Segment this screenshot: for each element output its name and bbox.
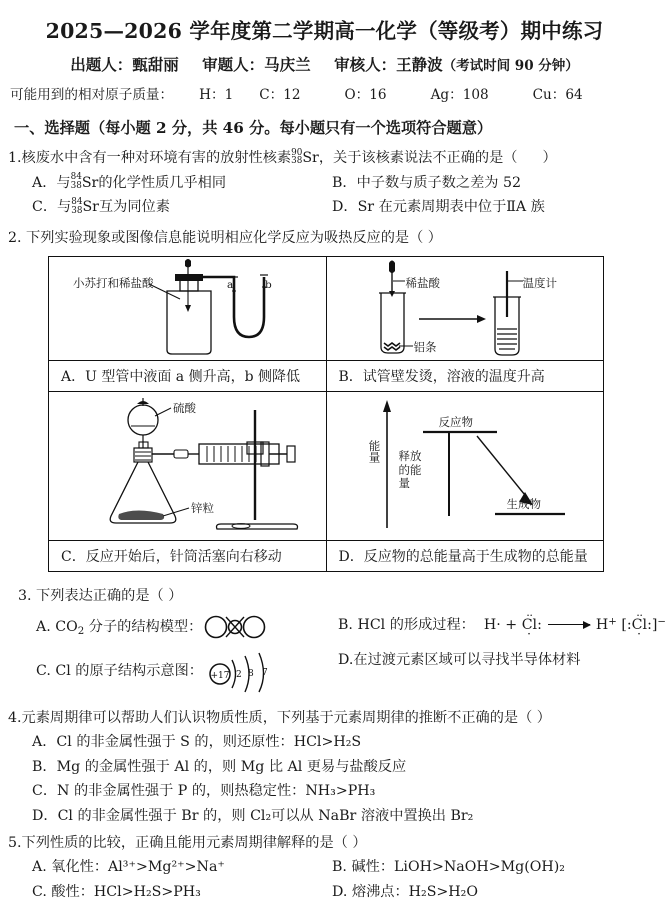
q1-a-atomic-number: 38: [70, 180, 82, 191]
q5-option-c[interactable]: C. 酸性：HCl>H₂S>PH₃: [32, 883, 201, 900]
isotope-symbol: Sr: [302, 150, 319, 166]
label-sulfuric-acid: 硫酸: [173, 401, 196, 416]
table-row-figures-cd: [49, 392, 604, 541]
label-released-energy: 释放的能量: [398, 449, 422, 490]
label-products: 生成物: [506, 497, 541, 512]
table-row-captions-cd: [49, 541, 604, 572]
reaction-arrow-icon: [548, 624, 590, 625]
svg-text:8: 8: [247, 668, 254, 679]
q2-figure-cell-c: [49, 392, 327, 541]
q5-option-b[interactable]: B. 碱性：LiOH>NaOH>Mg(OH)₂: [332, 859, 565, 876]
q1-c-symbol: Sr: [82, 199, 99, 216]
question-2-stem: 2. 下列实验现象或图像信息能说明相应化学反应为吸热反应的是（ ）: [8, 229, 442, 246]
q3-a-post: 分子的结构模型：: [84, 618, 203, 635]
q5-option-a[interactable]: A. 氧化性：Al³⁺>Mg²⁺>Na⁺: [32, 859, 225, 876]
question-1-stem: [8, 148, 649, 169]
q1-option-c-pre: C．与: [32, 199, 72, 216]
q3-b-plus-sign: +: [505, 616, 518, 633]
svg-text:2: 2: [235, 669, 242, 680]
q2-option-c[interactable]: C．反应开始后，针筒活塞向右移动: [49, 541, 327, 572]
co2-structure-model-icon: [204, 615, 266, 639]
q1-option-c-post: 互为同位素: [98, 199, 170, 216]
mass-o: O：16: [344, 87, 387, 103]
q4-option-d[interactable]: D．Cl 的非金属性强于 Br 的，则 Cl₂可以从 NaBr 溶液中置换出 Br₂: [32, 808, 474, 825]
question-1: [0, 148, 649, 218]
isotope-notation-sr90: [291, 149, 302, 167]
question-3-options-row-2: [8, 650, 649, 692]
experiment-options-table: [48, 256, 604, 572]
checker-label: 审核人：: [334, 55, 397, 74]
author-label: 出题人：: [70, 55, 133, 74]
question-3-stem: 3. 下列表达正确的是（ ）: [18, 588, 183, 605]
exam-duration: （考试时间 90 分钟）: [442, 58, 579, 74]
q2-figure-cell-d: [326, 392, 604, 541]
q3-b-hydrogen-dot: H·: [483, 616, 501, 633]
svg-text:7: 7: [261, 667, 268, 678]
exam-page: [0, 14, 666, 900]
mass-c: C：12: [259, 87, 301, 103]
label-side-a: a: [227, 279, 234, 292]
q3-c-text: C. Cl 的原子结构示意图：: [36, 662, 203, 679]
q3-b-cl-symbol-2: Cl: [631, 616, 648, 633]
q1-a-symbol: Sr: [81, 174, 99, 191]
co2-model-svg: [204, 615, 266, 639]
energy-level-diagram-figure: [327, 392, 604, 540]
q1-stem-close-paren: ）: [542, 150, 557, 166]
question-4-stem: 4.元素周期律可以帮助人们认识物质性质，下列基于元素周期律的推断不正确的是（ ）: [8, 709, 551, 726]
question-1-options-row-2: [8, 197, 649, 218]
label-zinc-granules: 锌粒: [191, 501, 214, 516]
byline: [0, 53, 649, 75]
question-4: [0, 708, 649, 827]
svg-text:+17: +17: [210, 670, 230, 681]
q3-a-subscript: 2: [77, 625, 85, 637]
q3-b-h-charge: +: [608, 616, 617, 628]
q3-b-cl-symbol: Cl: [521, 616, 538, 633]
mass-ag: Ag：108: [430, 87, 489, 103]
q3-b-bracket-left: [:: [621, 616, 632, 633]
question-3-options-row-1: [8, 615, 666, 640]
u-tube-apparatus-figure: [49, 257, 326, 360]
label-aluminium-strip: 铝条: [413, 340, 437, 355]
isotope-notation-sr84-a: [71, 173, 82, 191]
checker-name: 王静波: [396, 55, 443, 74]
label-dilute-hcl: 稀盐酸: [405, 276, 440, 291]
q1-stem-part-a: 1.核废水中含有一种对环境有害的放射性核素: [8, 150, 292, 166]
reviewer-label: 审题人：: [202, 55, 265, 74]
isotope-notation-sr84-c: [71, 198, 82, 216]
question-1-options-row-1: [8, 173, 649, 194]
q1-option-c[interactable]: [32, 197, 332, 218]
u-tube-apparatus-svg: [49, 257, 327, 360]
question-5-options-row-1: [8, 857, 649, 878]
q2-option-a[interactable]: A．U 型管中液面 a 侧升高，b 侧降低: [49, 361, 327, 392]
question-3: [0, 586, 666, 691]
masses-label: 可能用到的相对原子质量：: [10, 87, 174, 103]
question-5-stem: 5.下列性质的比较，正确且能用元素周期律解释的是（ ）: [8, 834, 367, 851]
reviewer-name: 马庆兰: [264, 55, 311, 74]
question-2: [0, 228, 649, 249]
q4-option-b[interactable]: B．Mg 的金属性强于 Al 的，则 Mg 比 Al 更易与盐酸反应: [32, 758, 407, 775]
isotope-mass-number: 90: [291, 147, 303, 158]
q2-option-b[interactable]: B．试管壁发烫，溶液的温度升高: [326, 361, 604, 392]
mass-cu: Cu：64: [532, 87, 583, 103]
label-energy-axis: 能量: [367, 440, 382, 464]
q1-stem-part-b: ，关于该核素说法不正确的是（: [318, 150, 518, 166]
q3-option-b[interactable]: B. HCl 的形成过程： H· + ·· Cl ·: H+ [:·· Cl ·:]−: [338, 615, 666, 640]
test-tube-apparatus-svg: [327, 257, 603, 360]
q1-option-d[interactable]: D．Sr 在元素周期表中位于ⅡA 族: [332, 199, 545, 216]
label-thermometer: 温度计: [522, 276, 557, 291]
q1-c-atomic-number: 38: [71, 205, 83, 216]
q1-c-mass-number: 84: [71, 196, 83, 207]
mass-h: H：1: [199, 87, 234, 103]
question-5: [0, 833, 649, 902]
relative-atomic-masses: [0, 83, 649, 103]
author-name: 甄甜丽: [132, 55, 179, 74]
q3-option-a[interactable]: [36, 615, 338, 640]
isotope-atomic-number: 38: [291, 156, 303, 167]
q3-option-c[interactable]: [36, 650, 338, 692]
label-side-b: b: [265, 279, 272, 292]
q1-option-a[interactable]: [32, 173, 332, 194]
q3-b-anion-charge: −: [657, 616, 666, 628]
label-baking-soda-hcl: 小苏打和稀盐酸: [73, 276, 154, 291]
q3-b-chlorine-lewis: [522, 615, 537, 636]
q3-a-pre: A. CO: [36, 618, 78, 635]
q1-option-b[interactable]: B．中子数与质子数之差为 52: [332, 174, 522, 191]
table-row-captions-ab: [49, 361, 604, 392]
page-title: 2025—2026 学年度第二学期高一化学（等级考）期中练习: [45, 19, 604, 43]
q2-option-d[interactable]: D．反应物的总能量高于生成物的总能量: [326, 541, 604, 572]
q3-b-pre: B. HCl 的形成过程：: [338, 616, 475, 633]
q2-figure-cell-a: [49, 257, 327, 361]
table-row-figures-ab: [49, 257, 604, 361]
syringe-flask-figure: [49, 392, 326, 540]
chlorine-atom-structure-icon: [207, 650, 271, 692]
q3-b-bracket-right: :]: [647, 616, 658, 633]
q5-option-d[interactable]: D. 熔沸点：H₂S>H₂O: [332, 883, 478, 900]
q3-option-d[interactable]: D.在过渡元素区域可以寻找半导体材料: [338, 651, 581, 668]
section-heading-choice: 一、选择题（每小题 2 分，共 46 分。每小题只有一个选项符合题意）: [14, 119, 493, 137]
label-reactants: 反应物: [438, 415, 473, 430]
q1-a-mass-number: 84: [70, 172, 82, 183]
q3-b-chloride-lewis: [632, 615, 647, 636]
q1-option-a-pre: A．与: [32, 174, 71, 191]
q2-figure-cell-b: [326, 257, 604, 361]
question-5-options-row-2: [8, 882, 649, 902]
test-tube-apparatus-figure: [327, 257, 604, 360]
q1-option-a-post: 的化学性质几乎相同: [98, 174, 227, 191]
q4-option-c[interactable]: C．N 的非金属性强于 P 的，则热稳定性：NH₃>PH₃: [32, 783, 376, 800]
q4-option-a[interactable]: A．Cl 的非金属性强于 S 的，则还原性：HCl>H₂S: [32, 734, 362, 751]
q3-b-h-plus: H: [595, 616, 609, 633]
cl-atom-svg: [207, 650, 271, 692]
